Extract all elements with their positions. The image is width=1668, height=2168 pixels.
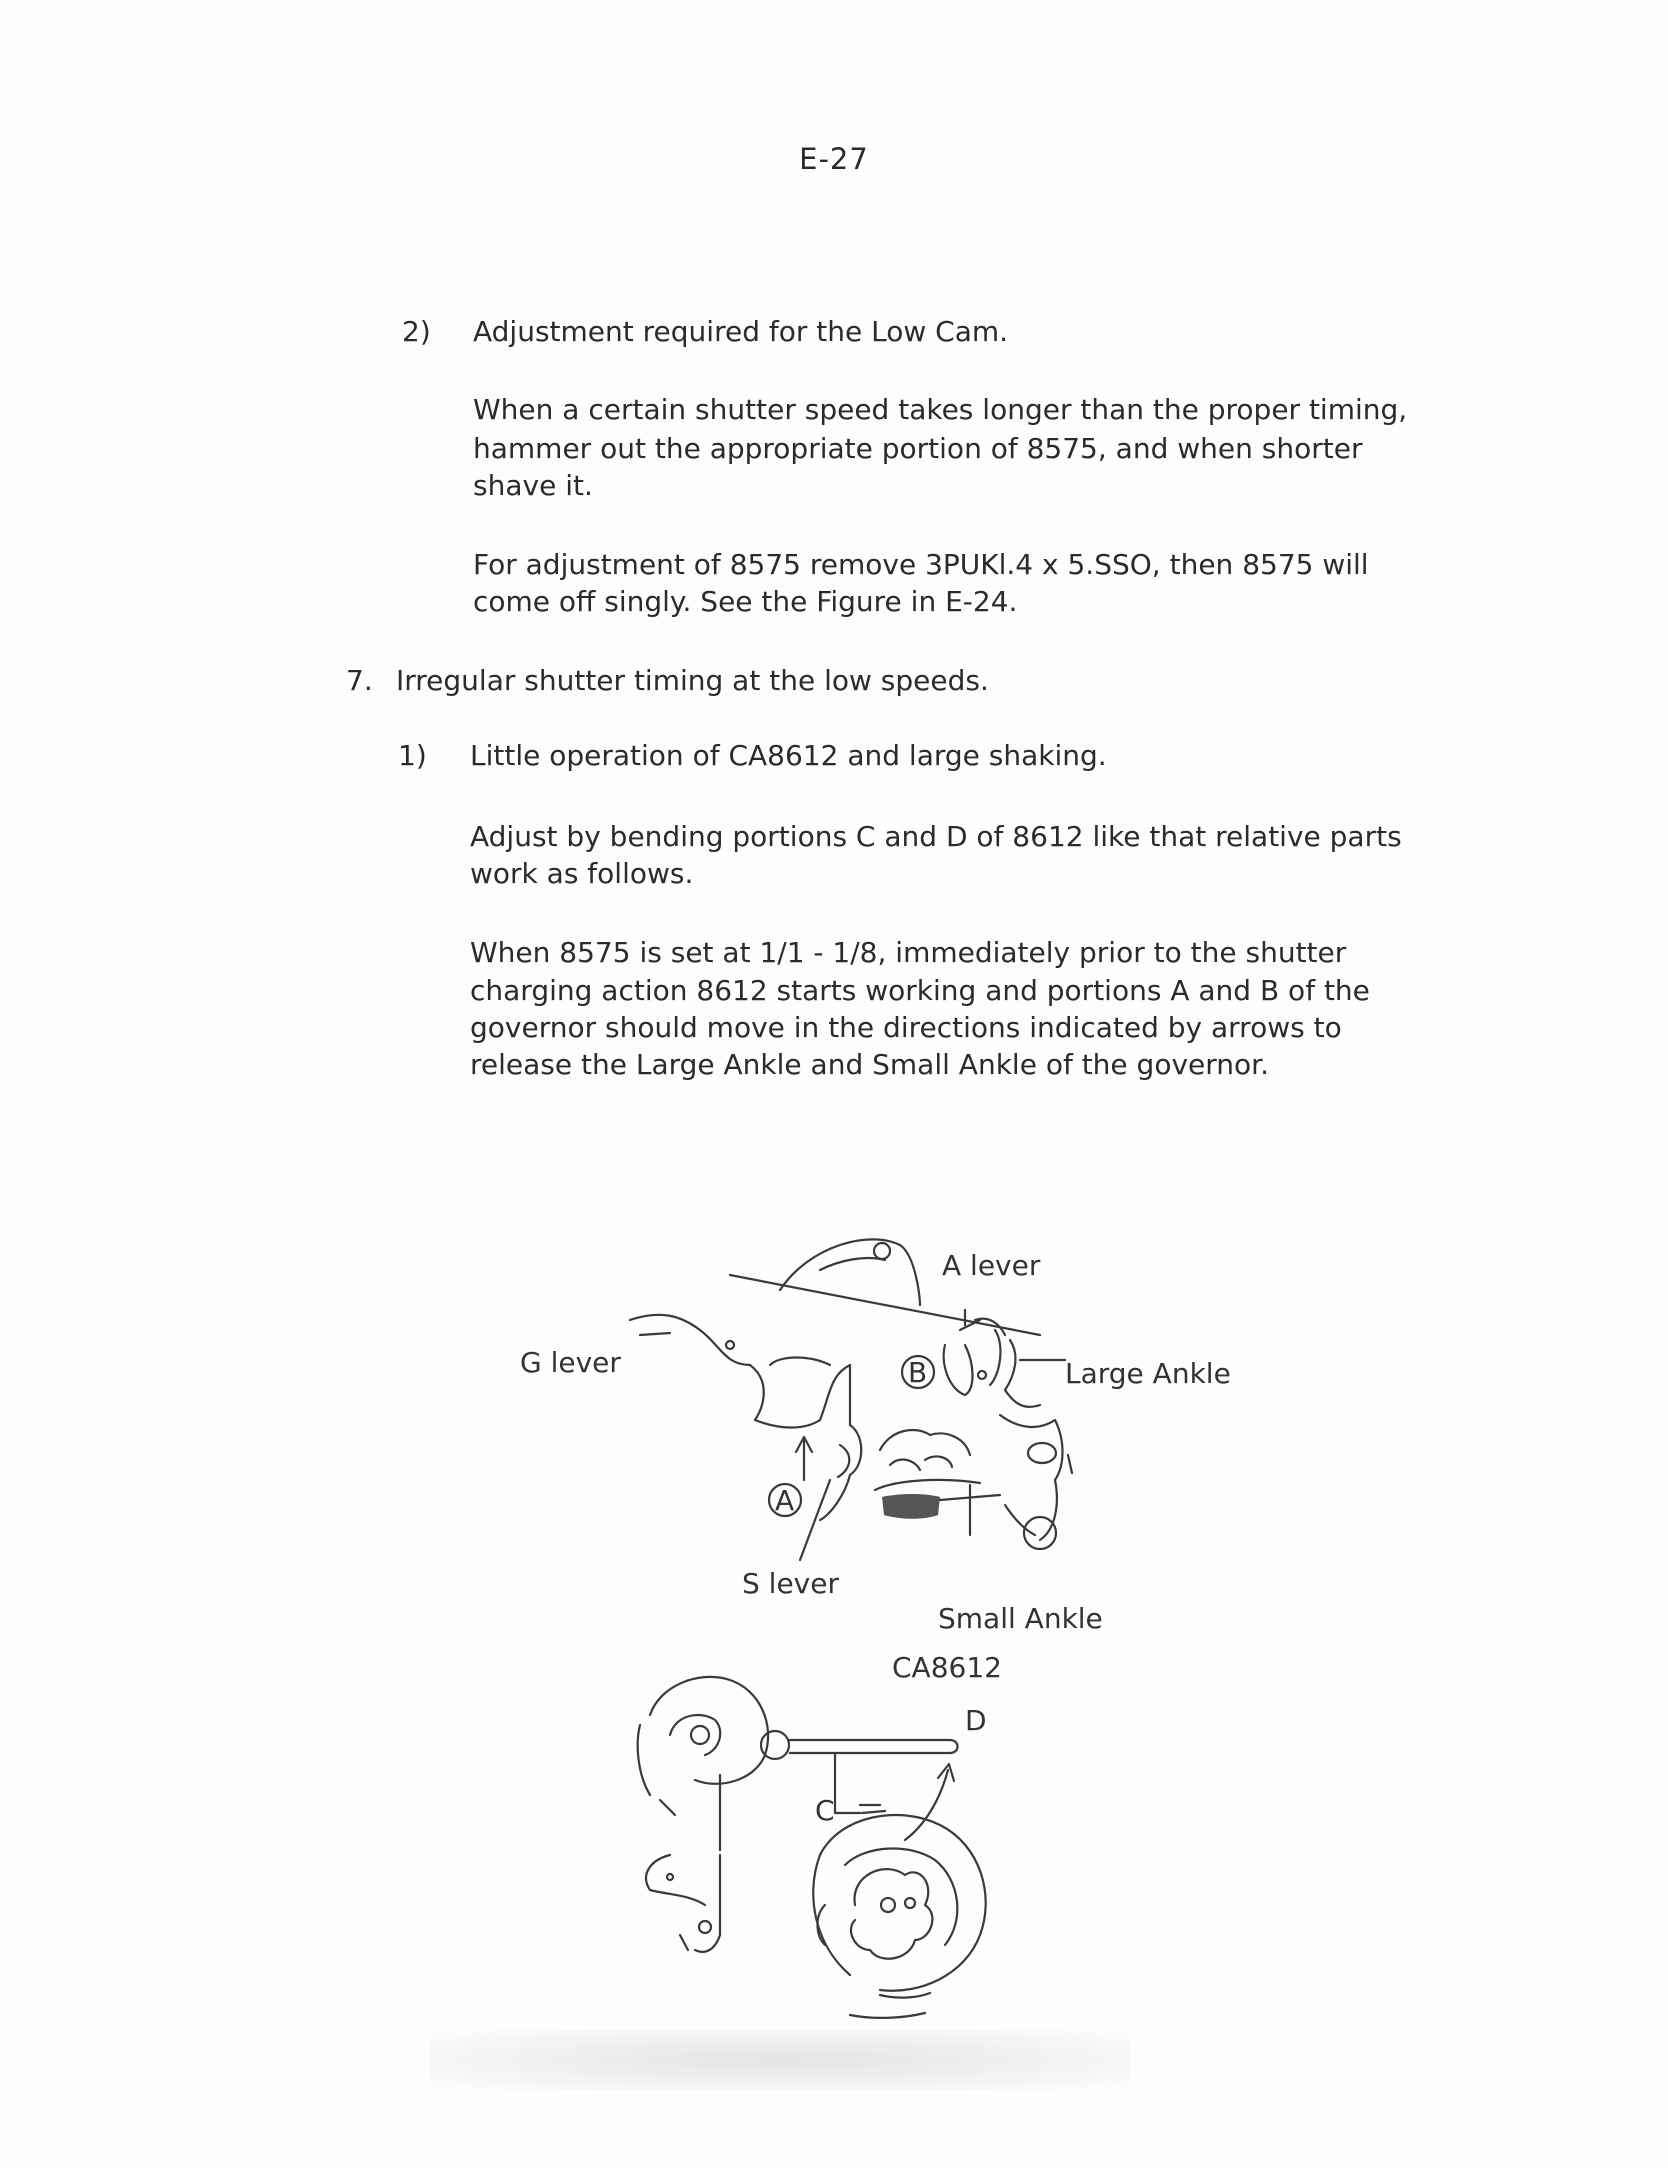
a-lever-label: A lever [942, 1249, 1041, 1282]
s-lever-leader [800, 1480, 830, 1560]
right-cam-wheel [1024, 1517, 1056, 1549]
right-wheel-shadow [850, 2013, 925, 2018]
ca8612-label: CA8612 [892, 1651, 1002, 1684]
section-2-para2-line1: For adjustment of 8575 remove 3PUKl.4 x 5.SSO, then 8575 will [473, 548, 1369, 581]
left-wheel-hub [691, 1726, 709, 1744]
lower-stem-tick [680, 1935, 688, 1950]
bottom-shadow [430, 2030, 1130, 2090]
page-number: E-27 [799, 142, 869, 176]
top-gear-outline [780, 1239, 920, 1305]
large-ankle-body [1005, 1340, 1040, 1407]
b-lever-part [944, 1345, 973, 1395]
lower-stem [695, 1855, 720, 1952]
right-wheel-bottom [880, 1993, 930, 1998]
section-7-1-para2-line2: charging action 8612 starts working and portions A and B of the [470, 974, 1370, 1007]
small-ankle-label: Small Ankle [938, 1602, 1103, 1635]
g-lever-arm [630, 1315, 750, 1365]
g-lever-tick [640, 1333, 670, 1335]
main-body-top [770, 1358, 830, 1366]
c-portion-bend [835, 1755, 860, 1813]
g-lever-pin [726, 1341, 734, 1349]
lower-plate [646, 1855, 705, 1905]
section-2-para1-line2: hammer out the appropriate portion of 8575, and when shorter [473, 432, 1363, 465]
section-2-para2-line2: come off singly. See the Figure in E-24. [473, 585, 1018, 618]
section-7-1-marker: 1) [398, 739, 427, 772]
governor-assembly [520, 1239, 1231, 1635]
right-cam-knob [1028, 1443, 1056, 1463]
inner-cam-hole [881, 1898, 895, 1912]
right-wheel-inner [845, 1849, 957, 1945]
arrow-d-shaft [905, 1770, 948, 1840]
section-7-1-para2-line3: governor should move in the directions indicated by arrows to [470, 1011, 1342, 1044]
section-2-marker: 2) [402, 315, 431, 348]
circle-b-label: B [908, 1356, 928, 1389]
section-7-marker: 7. [346, 664, 373, 697]
left-wheel-tick [660, 1800, 675, 1815]
c-label: C [815, 1794, 835, 1827]
mechanism-drawing [520, 1215, 1420, 2045]
section-2-para1-line3: shave it. [473, 469, 593, 502]
left-wheel-inner [670, 1715, 720, 1755]
s-lever-arm [820, 1425, 861, 1520]
circle-a-label: A [775, 1484, 795, 1517]
g-lever-label: G lever [520, 1346, 621, 1379]
right-cam-outline [1000, 1415, 1063, 1540]
large-ankle-label: Large Ankle [1065, 1357, 1231, 1390]
section-7-1-para1-line2: work as follows. [470, 857, 694, 890]
large-ankle-arm [990, 1330, 1000, 1385]
section-2-heading: Adjustment required for the Low Cam. [473, 315, 1009, 348]
left-wheel-edge [638, 1725, 650, 1795]
section-7-1-heading: Little operation of CA8612 and large shaking. [470, 739, 1107, 772]
gear-cluster-base [875, 1480, 980, 1490]
small-ankle-gear-teeth [882, 1494, 940, 1519]
main-body-left [750, 1365, 850, 1428]
top-gear-inner [820, 1258, 885, 1270]
section-7-1-para2-line1: When 8575 is set at 1/1 - 1/8, immediately prior to the shutter [470, 936, 1347, 969]
gear-cluster-top [880, 1430, 970, 1455]
inner-cam-pin [905, 1898, 915, 1908]
mechanism-figure [520, 1215, 1420, 2045]
gear-cluster-mid [890, 1456, 952, 1470]
b-lever-pin [978, 1371, 986, 1379]
ca8612-pivot [761, 1731, 789, 1759]
a-lever-line [730, 1275, 1040, 1335]
section-7-heading: Irregular shutter timing at the low speeds. [396, 664, 989, 697]
left-wheel-outer [650, 1677, 768, 1784]
s-lever-detail [838, 1445, 849, 1477]
section-7-1-para2-line4: release the Large Ankle and Small Ankle of the governor. [470, 1048, 1269, 1081]
lower-plate-pin [667, 1874, 673, 1880]
section-7-1-para1-line1: Adjust by bending portions C and D of 8612 like that relative parts [470, 820, 1402, 853]
top-gear-pin [874, 1243, 890, 1259]
lower-stem-hole [699, 1921, 711, 1933]
section-2-para1-line1: When a certain shutter speed takes longer than the proper timing, [473, 393, 1408, 426]
inner-cam-shape [851, 1869, 932, 1959]
right-cam-tick [1068, 1455, 1072, 1473]
c-portion-tab [860, 1805, 885, 1813]
d-label: D [965, 1704, 987, 1737]
s-lever-label: S lever [742, 1567, 839, 1600]
ca8612-assembly [638, 1651, 1002, 2018]
ca8612-bar-end [950, 1740, 958, 1753]
right-wheel-outer [820, 1815, 986, 1991]
